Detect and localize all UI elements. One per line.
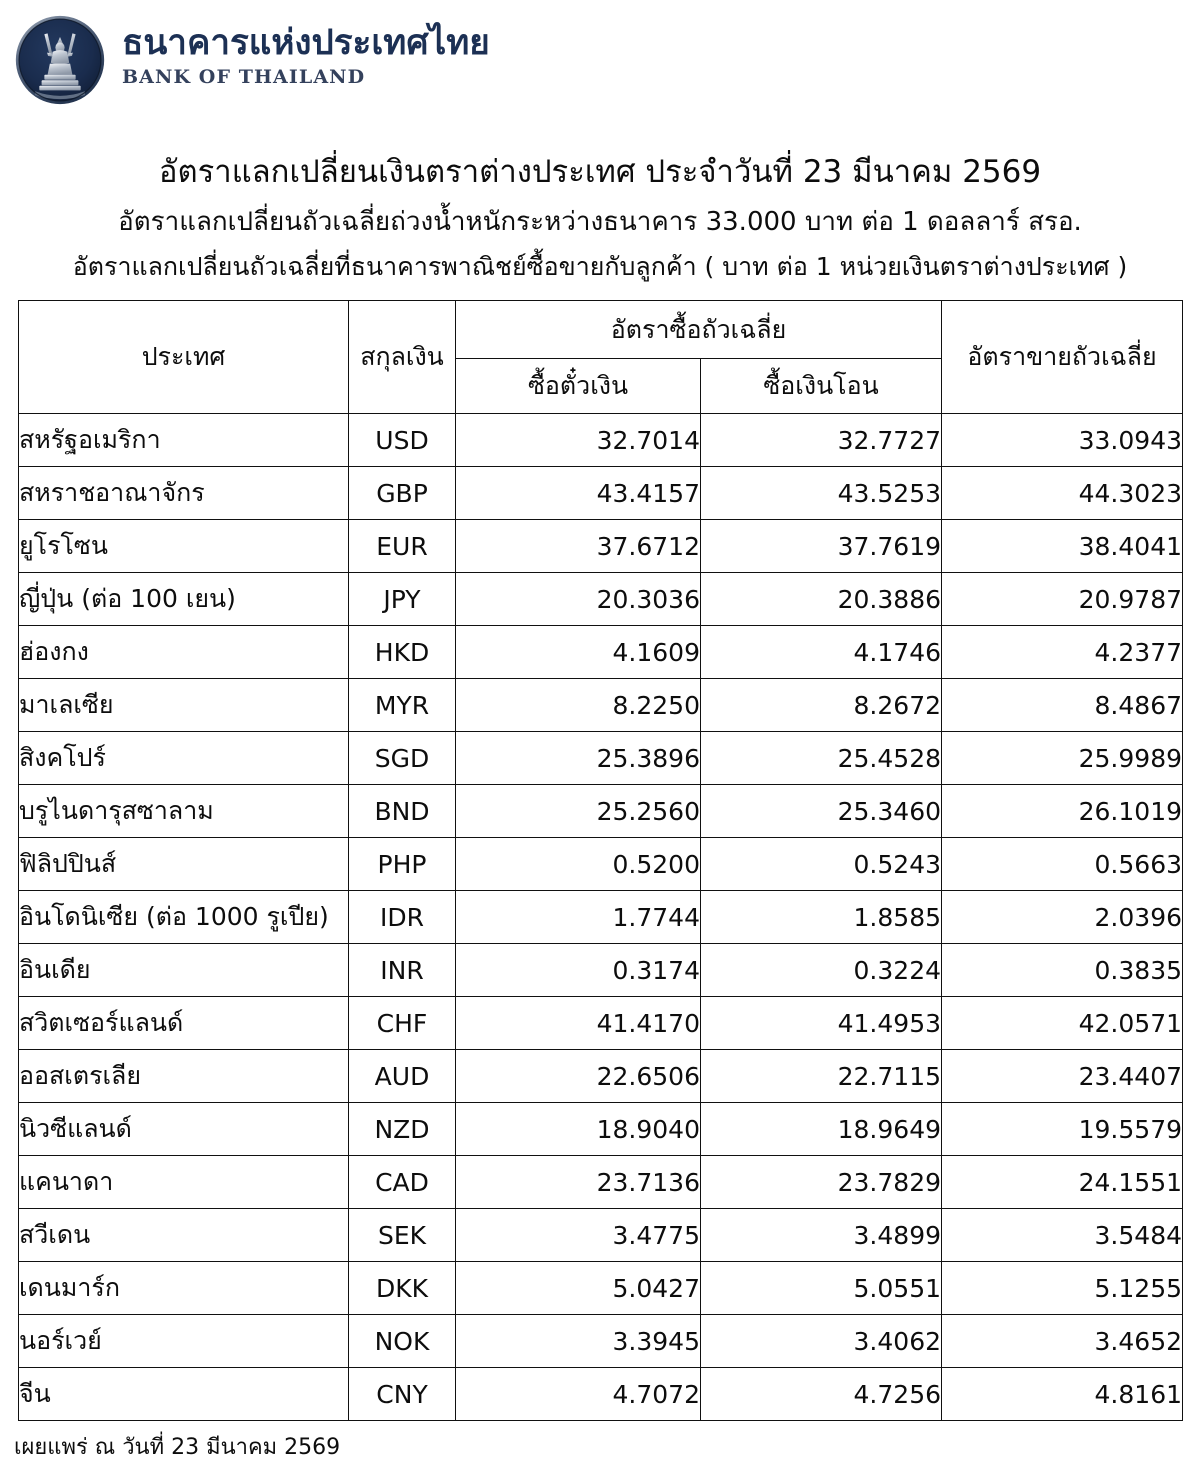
- cell-currency-code: HKD: [349, 626, 456, 679]
- cell-currency-code: JPY: [349, 573, 456, 626]
- cell-currency-code: USD: [349, 414, 456, 467]
- cell-sell: 20.9787: [942, 573, 1183, 626]
- cell-buy-transfer: 5.0551: [701, 1262, 942, 1315]
- table-row: [19, 891, 1183, 944]
- cell-currency-code: CAD: [349, 1156, 456, 1209]
- table-head: [19, 301, 1183, 414]
- cell-sell: 25.9989: [942, 732, 1183, 785]
- cell-currency-code: CHF: [349, 997, 456, 1050]
- cell-buy-transfer: 41.4953: [701, 997, 942, 1050]
- column-header-currency: สกุลเงิน: [349, 301, 456, 414]
- table-row: [19, 414, 1183, 467]
- cell-buy-transfer: 8.2672: [701, 679, 942, 732]
- cell-sell: 3.5484: [942, 1209, 1183, 1262]
- cell-buy-bill: 32.7014: [456, 414, 701, 467]
- table-row: [19, 1315, 1183, 1368]
- cell-currency-code: INR: [349, 944, 456, 997]
- column-header-buy-bill: ซื้อตั๋วเงิน: [456, 359, 701, 414]
- cell-buy-transfer: 0.3224: [701, 944, 942, 997]
- cell-country: ฟิลิปปินส์: [19, 838, 349, 891]
- cell-currency-code: MYR: [349, 679, 456, 732]
- table-row: [19, 679, 1183, 732]
- cell-sell: 44.3023: [942, 467, 1183, 520]
- cell-country: จีน: [19, 1368, 349, 1421]
- cell-country: สิงคโปร์: [19, 732, 349, 785]
- table-row: [19, 467, 1183, 520]
- cell-buy-transfer: 4.1746: [701, 626, 942, 679]
- cell-buy-transfer: 25.3460: [701, 785, 942, 838]
- cell-sell: 0.5663: [942, 838, 1183, 891]
- table-row: [19, 1368, 1183, 1421]
- cell-currency-code: CNY: [349, 1368, 456, 1421]
- cell-buy-transfer: 25.4528: [701, 732, 942, 785]
- cell-buy-transfer: 43.5253: [701, 467, 942, 520]
- cell-country: มาเลเซีย: [19, 679, 349, 732]
- cell-country: แคนาดา: [19, 1156, 349, 1209]
- exchange-rate-table-container: [18, 300, 1182, 1421]
- cell-buy-bill: 8.2250: [456, 679, 701, 732]
- cell-buy-bill: 0.3174: [456, 944, 701, 997]
- cell-buy-bill: 5.0427: [456, 1262, 701, 1315]
- cell-currency-code: DKK: [349, 1262, 456, 1315]
- commercial-bank-rate-subtitle: อัตราแลกเปลี่ยนถัวเฉลี่ยที่ธนาคารพาณิชย์ซื้อขายกับลูกค้า ( บาท ต่อ 1 หน่วยเงินตราต่างประเทศ ): [72, 251, 1128, 281]
- cell-buy-transfer: 3.4062: [701, 1315, 942, 1368]
- table-row: [19, 785, 1183, 838]
- cell-country: อินเดีย: [19, 944, 349, 997]
- table-row: [19, 1103, 1183, 1156]
- published-date-note: เผยแพร่ ณ วันที่ 23 มีนาคม 2569: [14, 1435, 341, 1461]
- table-row: [19, 732, 1183, 785]
- brand-name-thai: ธนาคารแห่งประเทศไทย: [122, 23, 490, 63]
- table-row: [19, 838, 1183, 891]
- table-row: [19, 944, 1183, 997]
- table-row: [19, 1209, 1183, 1262]
- cell-sell: 3.4652: [942, 1315, 1183, 1368]
- cell-currency-code: SEK: [349, 1209, 456, 1262]
- cell-sell: 2.0396: [942, 891, 1183, 944]
- cell-buy-transfer: 23.7829: [701, 1156, 942, 1209]
- cell-sell: 26.1019: [942, 785, 1183, 838]
- cell-country: อินโดนิเซีย (ต่อ 1000 รูเปีย): [19, 891, 349, 944]
- cell-country: สวีเดน: [19, 1209, 349, 1262]
- bot-seal-icon: [14, 14, 106, 106]
- cell-currency-code: GBP: [349, 467, 456, 520]
- cell-buy-bill: 0.5200: [456, 838, 701, 891]
- column-header-sell-average: อัตราขายถัวเฉลี่ย: [942, 301, 1183, 414]
- cell-sell: 8.4867: [942, 679, 1183, 732]
- table-row: [19, 520, 1183, 573]
- cell-currency-code: BND: [349, 785, 456, 838]
- table-row: [19, 1262, 1183, 1315]
- brand-text: [122, 23, 490, 88]
- cell-buy-bill: 25.3896: [456, 732, 701, 785]
- cell-country: ฮ่องกง: [19, 626, 349, 679]
- cell-sell: 0.3835: [942, 944, 1183, 997]
- cell-buy-bill: 4.7072: [456, 1368, 701, 1421]
- table-body: [19, 414, 1183, 1421]
- table-row: [19, 626, 1183, 679]
- document-titles: [0, 155, 1200, 281]
- cell-buy-transfer: 0.5243: [701, 838, 942, 891]
- cell-buy-bill: 20.3036: [456, 573, 701, 626]
- cell-country: สหรัฐอเมริกา: [19, 414, 349, 467]
- cell-currency-code: NOK: [349, 1315, 456, 1368]
- cell-sell: 19.5579: [942, 1103, 1183, 1156]
- cell-currency-code: PHP: [349, 838, 456, 891]
- cell-sell: 24.1551: [942, 1156, 1183, 1209]
- cell-sell: 33.0943: [942, 414, 1183, 467]
- cell-currency-code: NZD: [349, 1103, 456, 1156]
- cell-buy-transfer: 4.7256: [701, 1368, 942, 1421]
- cell-buy-bill: 3.3945: [456, 1315, 701, 1368]
- column-header-buy-transfer: ซื้อเงินโอน: [701, 359, 942, 414]
- cell-buy-bill: 23.7136: [456, 1156, 701, 1209]
- cell-country: บรูไนดารุสซาลาม: [19, 785, 349, 838]
- page-title: อัตราแลกเปลี่ยนเงินตราต่างประเทศ ประจำวันที่ 23 มีนาคม 2569: [158, 154, 1042, 190]
- brand-name-english: BANK OF THAILAND: [122, 66, 366, 88]
- cell-sell: 5.1255: [942, 1262, 1183, 1315]
- cell-country: ยูโรโซน: [19, 520, 349, 573]
- cell-buy-transfer: 1.8585: [701, 891, 942, 944]
- cell-country: สหราชอาณาจักร: [19, 467, 349, 520]
- interbank-rate-subtitle: อัตราแลกเปลี่ยนถัวเฉลี่ยถ่วงน้ำหนักระหว่างธนาคาร 33.000 บาท ต่อ 1 ดอลลาร์ สรอ.: [118, 206, 1082, 237]
- cell-country: นิวซีแลนด์: [19, 1103, 349, 1156]
- cell-buy-transfer: 37.7619: [701, 520, 942, 573]
- cell-currency-code: EUR: [349, 520, 456, 573]
- cell-buy-transfer: 3.4899: [701, 1209, 942, 1262]
- cell-country: เดนมาร์ก: [19, 1262, 349, 1315]
- cell-currency-code: SGD: [349, 732, 456, 785]
- column-header-country: ประเทศ: [19, 301, 349, 414]
- cell-buy-transfer: 32.7727: [701, 414, 942, 467]
- cell-currency-code: IDR: [349, 891, 456, 944]
- cell-sell: 38.4041: [942, 520, 1183, 573]
- cell-country: นอร์เวย์: [19, 1315, 349, 1368]
- cell-country: ญี่ปุ่น (ต่อ 100 เยน): [19, 573, 349, 626]
- cell-sell: 42.0571: [942, 997, 1183, 1050]
- cell-currency-code: AUD: [349, 1050, 456, 1103]
- cell-buy-bill: 41.4170: [456, 997, 701, 1050]
- cell-buy-bill: 43.4157: [456, 467, 701, 520]
- cell-country: สวิตเซอร์แลนด์: [19, 997, 349, 1050]
- cell-country: ออสเตรเลีย: [19, 1050, 349, 1103]
- cell-buy-bill: 37.6712: [456, 520, 701, 573]
- cell-buy-bill: 4.1609: [456, 626, 701, 679]
- cell-buy-bill: 3.4775: [456, 1209, 701, 1262]
- cell-sell: 4.2377: [942, 626, 1183, 679]
- cell-buy-transfer: 18.9649: [701, 1103, 942, 1156]
- table-header-row-groups: [19, 301, 1183, 359]
- table-row: [19, 997, 1183, 1050]
- column-header-buy-group: อัตราซื้อถัวเฉลี่ย: [456, 301, 942, 359]
- table-row: [19, 1050, 1183, 1103]
- cell-buy-transfer: 22.7115: [701, 1050, 942, 1103]
- cell-buy-bill: 25.2560: [456, 785, 701, 838]
- cell-buy-bill: 22.6506: [456, 1050, 701, 1103]
- table-row: [19, 573, 1183, 626]
- cell-buy-bill: 1.7744: [456, 891, 701, 944]
- table-row: [19, 1156, 1183, 1209]
- cell-buy-transfer: 20.3886: [701, 573, 942, 626]
- cell-sell: 4.8161: [942, 1368, 1183, 1421]
- cell-buy-bill: 18.9040: [456, 1103, 701, 1156]
- cell-sell: 23.4407: [942, 1050, 1183, 1103]
- exchange-rate-table: [18, 300, 1183, 1421]
- masthead: [0, 0, 1200, 108]
